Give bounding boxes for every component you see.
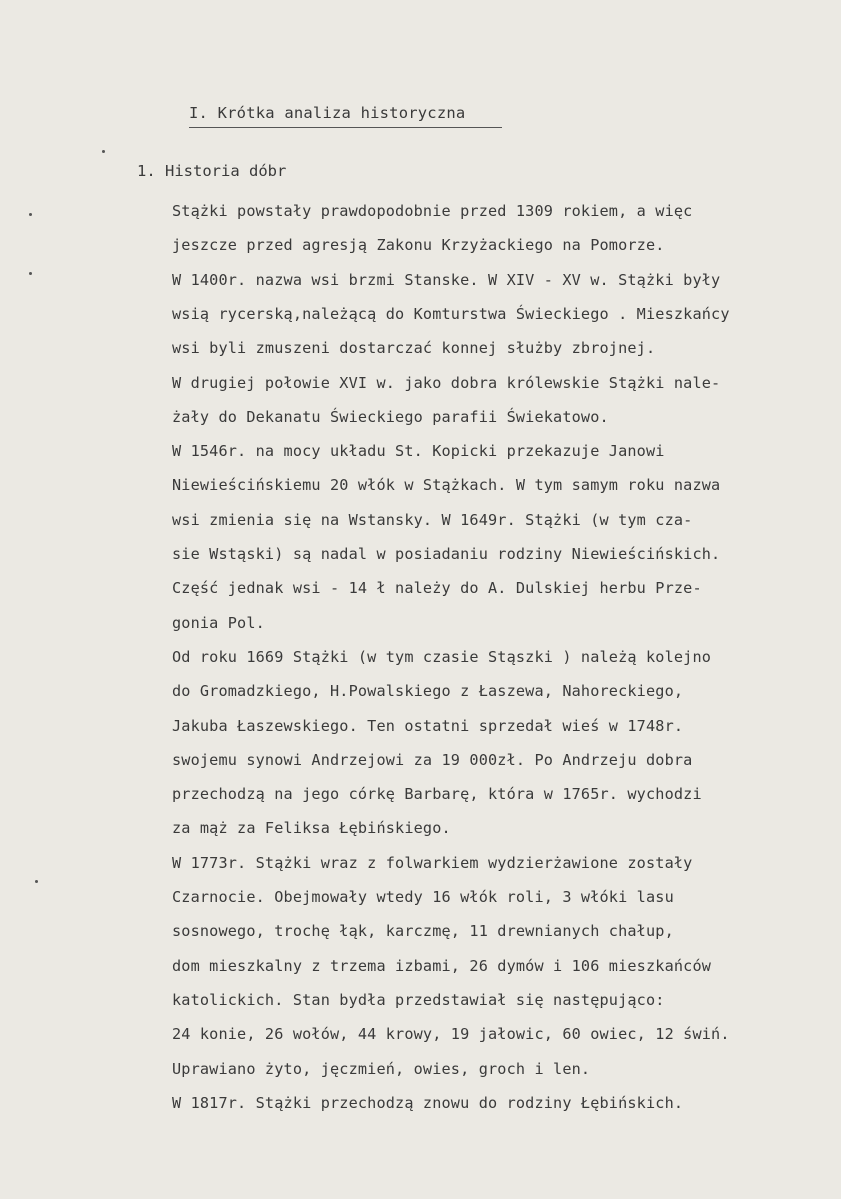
text-line: swojemu synowi Andrzejowi za 19 000zł. Po Andrzeju dobra xyxy=(172,750,693,769)
text-line: żały do Dekanatu Świeckiego parafii Świekatowo. xyxy=(172,407,609,426)
text-line: Uprawiano żyto, jęczmień, owies, groch i len. xyxy=(172,1059,591,1078)
text-line: jeszcze przed agresją Zakonu Krzyżackiego na Pomorze. xyxy=(172,236,665,255)
text-line: wsi zmienia się na Wstansky. W 1649r. Stążki (w tym cza- xyxy=(172,510,693,529)
text-line: W 1817r. Stążki przechodzą znowu do rodziny Łębińskich. xyxy=(172,1093,684,1112)
chapter-heading: I. Krótka analiza historyczna xyxy=(189,104,502,128)
text-line: sosnowego, trochę łąk, karczmę, 11 drewnianych chałup, xyxy=(172,922,674,941)
text-line: W drugiej połowie XVI w. jako dobra królewskie Stążki nale- xyxy=(172,373,721,392)
text-line: W 1546r. na mocy układu St. Kopicki przekazuje Janowi xyxy=(172,442,665,461)
text-line: Część jednak wsi - 14 ł należy do A. Dulskiej herbu Prze- xyxy=(172,579,702,598)
text-line: gonia Pol. xyxy=(172,613,265,632)
text-line: wsi byli zmuszeni dostarczać konnej służby zbrojnej. xyxy=(172,339,656,358)
text-line: do Gromadzkiego, H.Powalskiego z Łaszewa, Nahoreckiego, xyxy=(172,682,684,701)
text-line: Niewieścińskiemu 20 włók w Stążkach. W tym samym roku nazwa xyxy=(172,476,721,495)
text-line: W 1400r. nazwa wsi brzmi Stanske. W XIV - XV w. Stążki były xyxy=(172,270,721,289)
margin-mark xyxy=(35,880,38,883)
text-line: katolickich. Stan bydła przedstawiał się następująco: xyxy=(172,990,665,1009)
text-line: za mąż za Feliksa Łębińskiego. xyxy=(172,819,451,838)
text-line: przechodzą na jego córkę Barbarę, która w 1765r. wychodzi xyxy=(172,785,702,804)
margin-mark xyxy=(102,150,105,153)
text-line: Czarnocie. Obejmowały wtedy 16 włók roli, 3 włóki lasu xyxy=(172,888,674,906)
text-line: dom mieszkalny z trzema izbami, 26 dymów i 106 mieszkańców xyxy=(172,956,712,975)
margin-mark xyxy=(29,272,32,275)
text-line: Od roku 1669 Stążki (w tym czasie Stąszki ) należą kolejno xyxy=(172,647,712,666)
text-line: sie Wstąski) są nadal w posiadaniu rodziny Niewieścińskich. xyxy=(172,545,721,563)
text-line: 24 konie, 26 wołów, 44 krowy, 19 jałowic, 60 owiec, 12 świń. xyxy=(172,1025,730,1044)
margin-mark xyxy=(29,213,32,216)
text-line: wsią rycerską,należącą do Komturstwa Świeckiego . Mieszkańcy xyxy=(172,304,730,323)
text-line: W 1773r. Stążki wraz z folwarkiem wydzierżawione zostały xyxy=(172,853,693,872)
section-title: 1. Historia dóbr xyxy=(137,162,287,180)
text-line: Stążki powstały prawdopodobnie przed 1309 rokiem, a więc xyxy=(172,202,693,220)
text-line: Jakuba Łaszewskiego. Ten ostatni sprzedał wieś w 1748r. xyxy=(172,716,684,735)
